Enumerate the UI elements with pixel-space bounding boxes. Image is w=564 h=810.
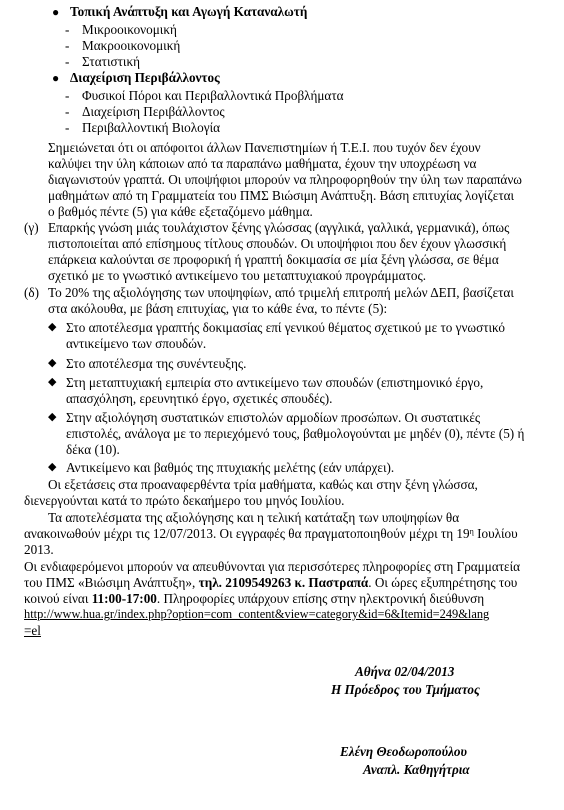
note-line: Σημειώνεται ότι οι απόφοιτοι άλλων Πανεπιστημίων ή Τ.Ε.Ι. που τυχόν δεν έχουν xyxy=(48,140,481,155)
dash-marker: - xyxy=(65,38,70,53)
bullet-dot: ● xyxy=(52,5,60,19)
list-item: Μικροοικονομική xyxy=(82,22,177,37)
list-item: Διαχείριση Περιβάλλοντος xyxy=(82,104,225,119)
criterion-line: δέκα (10). xyxy=(66,442,120,457)
results-line: Τα αποτελέσματα της αξιολόγησης και η τελική κατάταξη των υποψηφίων θα xyxy=(48,510,460,525)
diamond-bullet-icon: ◆ xyxy=(48,461,57,473)
diamond-bullet-icon: ◆ xyxy=(48,411,57,423)
list-item: Στατιστική xyxy=(82,54,140,69)
item-marker-g: (γ) xyxy=(24,220,39,235)
list-item: Μακροοικονομική xyxy=(82,38,181,53)
website-link[interactable]: http://www.hua.gr/index.php?option=com_content&view=category&id=6&Itemid=249&lang xyxy=(24,607,490,621)
dash-marker: - xyxy=(65,54,70,69)
criterion-line: Στη μεταπτυχιακή εμπειρία στο αντικείμενο των σπουδών (επιστημονικό έργο, xyxy=(66,375,484,390)
contact-hours: 11:00-17:00 xyxy=(88,591,157,606)
website-link-continued[interactable]: =el xyxy=(24,623,41,638)
item-g-line: σχετικό με το γνωστικό αντικείμενο του μεταπτυχιακού προγράμματος. xyxy=(48,268,426,283)
exams-line: διενεργούνται κατά το πρώτο δεκαήμερο του μηνός Ιουλίου. xyxy=(24,493,345,508)
contact-text: . Οι ώρες εξυπηρέτησης του xyxy=(368,575,518,590)
item-d-line: Το 20% της αξιολόγησης των υποψηφίων, από τριμελή επιτροπή μελών ΔΕΠ, βασίζεται xyxy=(48,285,514,300)
signature-role: Η Πρόεδρος του Τμήματος xyxy=(331,682,480,697)
contact-text: κοινού είναι xyxy=(24,591,89,606)
diamond-bullet-icon: ◆ xyxy=(48,376,57,388)
criterion-line: Στην αξιολόγηση συστατικών επιστολών αρμοδίων προσώπων. Οι συστατικές xyxy=(66,410,481,425)
results-line: 2013. xyxy=(24,542,54,557)
criterion-line: Στο αποτέλεσμα γραπτής δοκιμασίας επί γενικού θέματος σχετικού με το γνωστικό xyxy=(66,320,506,335)
item-marker-d: (δ) xyxy=(24,285,39,300)
exams-line: Οι εξετάσεις στα προαναφερθέντα τρία μαθήματα, καθώς και στην ξένη γλώσσα, xyxy=(48,477,478,492)
section-title-env: Διαχείριση Περιβάλλοντος xyxy=(70,70,220,85)
contact-line: Οι ενδιαφερόμενοι μπορούν να απευθύνονται για περισσότερες πληροφορίες στη Γραμματεία xyxy=(24,559,521,574)
results-text: Ιουλίου xyxy=(473,526,518,541)
contact-text: του ΠΜΣ «Βιώσιμη Ανάπτυξη», xyxy=(24,575,196,590)
criterion-line: Αντικείμενο και βαθμός της πτυχιακής μελέτης (εάν υπάρχει). xyxy=(66,460,395,475)
diamond-bullet-icon: ◆ xyxy=(48,321,57,333)
dash-marker: - xyxy=(65,120,70,135)
note-line: ο βαθμός πέντε (5) για κάθε εξεταζόμενο μάθημα. xyxy=(48,204,313,219)
item-d-line: στα ακόλουθα, με βάση επιτυχίας, για το κάθε ένα, το πέντε (5): xyxy=(48,301,388,316)
list-item: Φυσικοί Πόροι και Περιβαλλοντικά Προβλήματα xyxy=(82,88,344,103)
dash-marker: - xyxy=(65,22,70,37)
contact-line-2 xyxy=(24,575,517,590)
dash-marker: - xyxy=(65,88,70,103)
note-line: διαγωνιστούν γραπτά. Οι υποψήφιοι μπορούν να πληροφορηθούν την ύλη των παραπάνω xyxy=(48,172,522,187)
superscript: η xyxy=(469,527,474,536)
bullet-dot: ● xyxy=(52,71,60,85)
item-g-line: επάρκεια καλούνται σε προφορική ή γραπτή δοκιμασία σε μία ξένη γλώσσα, σε θέμα xyxy=(48,252,499,267)
dash-marker: - xyxy=(65,104,70,119)
note-line: μαθημάτων από τη Γραμματεία του ΠΜΣ Βιώσιμη Ανάπτυξη. Βάση επιτυχίας λογίζεται xyxy=(48,188,515,203)
signature-date: Αθήνα 02/04/2013 xyxy=(355,664,455,679)
results-line-2 xyxy=(24,526,518,541)
criterion-line: επιστολές, ανάλογα με το περιεχόμενό τους, βαθμολογούνται με μηδέν (0), πέντε (5) ή xyxy=(66,426,525,441)
criterion-line: απασχόληση, ερευνητικό έργο, σχετικές σπουδές). xyxy=(66,391,333,406)
signature-title: Αναπλ. Καθηγήτρια xyxy=(363,762,470,777)
section-title-local: Τοπική Ανάπτυξη και Αγωγή Καταναλωτή xyxy=(70,4,308,19)
list-item: Περιβαλλοντική Βιολογία xyxy=(82,120,221,135)
diamond-bullet-icon: ◆ xyxy=(48,357,57,369)
signature-name: Ελένη Θεοδωροπούλου xyxy=(340,744,467,759)
contact-text: . Πληροφορίες υπάρχουν επίσης στην ηλεκτρονική διεύθυνση xyxy=(156,591,485,606)
contact-phone: τηλ. 2109549263 κ. Παστραπά xyxy=(195,575,369,590)
contact-line-3 xyxy=(24,591,484,606)
results-text: ανακοινωθούν μέχρι τις 12/07/2013. Οι εγγραφές θα πραγματοποιηθούν μέχρι τη 19 xyxy=(24,526,470,541)
criterion-line: αντικείμενο των σπουδών. xyxy=(66,336,207,351)
item-g-line: Επαρκής γνώση μιάς τουλάχιστον ξένης γλώσσας (αγγλικά, γαλλικά, γερμανικά), όπως xyxy=(48,220,510,235)
item-g-line: πιστοποιείται από επίσημους τίτλους σπουδών. Οι υποψήφιοι που δεν έχουν γλωσσική xyxy=(48,236,507,251)
note-line: καλύψει την ύλη κάποιων από τα παραπάνω μαθήματα, έχουν την υποχρέωση να xyxy=(48,156,477,171)
criterion-line: Στο αποτέλεσμα της συνέντευξης. xyxy=(66,356,247,371)
